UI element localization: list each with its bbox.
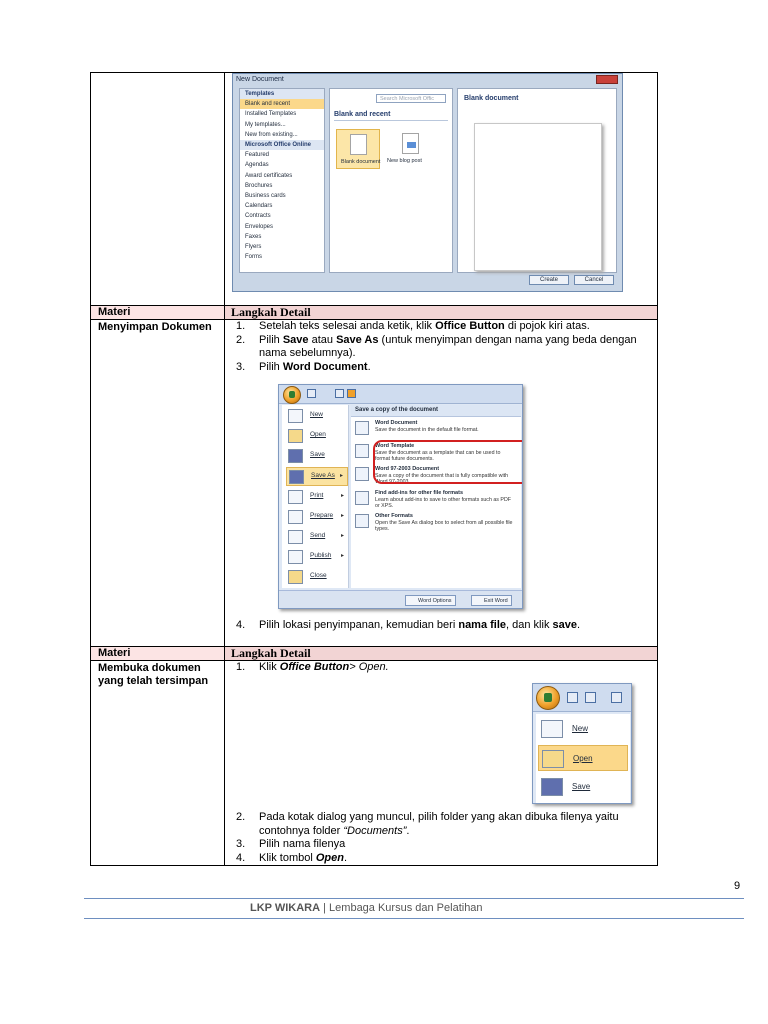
list-item: Agendas xyxy=(245,162,269,169)
quick-access-toolbar xyxy=(533,684,631,712)
step-item: 3. Pilih Word Document. xyxy=(236,360,371,373)
menu-footer xyxy=(279,590,522,609)
menu-item-close: Close xyxy=(286,568,348,587)
section-header-row xyxy=(91,647,657,660)
add-ins-icon xyxy=(355,491,369,505)
publish-icon xyxy=(288,550,303,564)
new-document-icon xyxy=(541,720,563,738)
new-document-dialog-image xyxy=(232,73,623,292)
step-item: 3. Pilih nama filenya xyxy=(236,838,346,850)
word-97-2003-icon xyxy=(355,467,369,481)
list-item: Envelopes xyxy=(245,223,274,230)
list-item: Calendars xyxy=(245,203,273,210)
folder-icon xyxy=(542,750,564,768)
step-item: 4. Pilih lokasi penyimpanan, kemudian beri nama file, dan klik save. xyxy=(236,619,581,631)
list-item: Templates xyxy=(240,89,324,99)
topic-label: Menyimpan Dokumen xyxy=(98,321,212,333)
word-document-icon xyxy=(355,421,369,435)
folder-icon xyxy=(288,429,303,443)
other-formats-icon xyxy=(355,514,369,528)
list-item: Microsoft Office Online xyxy=(240,140,324,150)
tile-label: New blog post xyxy=(387,158,422,164)
tile-label: Blank document xyxy=(341,159,381,165)
list-item: Flyers xyxy=(245,244,262,251)
list-item: My templates... xyxy=(245,121,286,128)
word-template-icon xyxy=(355,444,369,458)
menu-item-save: Save xyxy=(286,447,348,466)
document-icon xyxy=(350,134,367,155)
steps-list xyxy=(236,619,646,633)
menu-item-prepare: Prepare ▸ xyxy=(286,508,348,527)
menu-item-print: Print ▸ xyxy=(286,488,348,507)
step-item: 1. Klik Office Button> Open. xyxy=(236,661,389,673)
save-as-icon xyxy=(289,470,304,484)
open-menu-image xyxy=(532,683,632,804)
menu-item-new: New xyxy=(286,407,348,426)
save-icon xyxy=(307,389,316,398)
office-menu-commands xyxy=(536,714,630,803)
step-item: 2. Pilih Save atau Save As (untuk menyimpan dengan nama yang beda dengan nama sebelumnya). xyxy=(236,333,637,359)
steps-list xyxy=(236,661,646,675)
cancel-button: Cancel xyxy=(574,275,614,285)
create-button: Create xyxy=(529,275,569,285)
content-table xyxy=(90,72,658,866)
menu-item-open: Open xyxy=(286,427,348,446)
save-as-options: Save a copy of the document Word Document Save the document in the default file format. Word Template Save the document as a template that can be used to format future documents. Word 97-2003 Document Save a copy of the document that is fully compatible with Word 97-2003. Find add-ins for other file formats Learn about add-ins to save to other formats such as PDF or XPS. Other Formats Open the Save As dialog box to select from all possible file types. xyxy=(351,405,521,588)
template-gallery xyxy=(329,88,453,273)
save-icon xyxy=(567,692,578,703)
gallery-heading: Blank and recent xyxy=(334,111,448,121)
redo-icon xyxy=(611,692,622,703)
office-button-icon xyxy=(536,686,560,710)
blank-page-preview xyxy=(474,123,602,271)
options-heading: Save a copy of the document xyxy=(351,405,521,417)
menu-item-open: Open xyxy=(538,745,628,771)
quick-access-toolbar xyxy=(279,385,522,404)
step-item: 4. Klik tombol Open. xyxy=(236,851,348,864)
save-as-menu-image xyxy=(278,384,523,609)
footer-rule xyxy=(84,918,744,919)
footer-org-desc: | Lembaga Kursus dan Pelatihan xyxy=(320,902,483,914)
menu-item-send: Send ▸ xyxy=(286,528,348,547)
prepare-icon xyxy=(288,510,303,524)
list-item: Installed Templates xyxy=(245,111,297,118)
list-item: Business cards xyxy=(245,193,286,200)
list-item: Faxes xyxy=(245,233,262,240)
menu-item-save: Save xyxy=(538,774,628,800)
preview-heading: Blank document xyxy=(464,95,519,102)
page-number: 9 xyxy=(734,880,741,892)
blog-post-icon xyxy=(402,133,419,154)
search-field: Search Microsoft Offic xyxy=(376,94,446,103)
step-item: 2. Pada kotak dialog yang muncul, pilih folder yang akan dibuka filenya yaitu contohnya folder “Documents”. xyxy=(236,811,619,837)
list-item: Contracts xyxy=(245,213,271,220)
exit-word-button: Exit Word xyxy=(471,595,512,606)
toolbar-icon xyxy=(347,389,356,398)
office-button-icon xyxy=(283,386,301,404)
send-icon xyxy=(288,530,303,544)
footer-rule xyxy=(84,898,744,899)
list-item: Brochures xyxy=(245,182,273,189)
undo-icon xyxy=(585,692,596,703)
topic-label: Membuka dokumen yang telah tersimpan xyxy=(98,662,209,687)
blank-document-tile xyxy=(336,129,380,169)
footer-text xyxy=(250,902,483,914)
list-item: Featured xyxy=(245,152,270,159)
list-item: Blank and recent xyxy=(240,99,324,109)
print-icon xyxy=(288,490,303,504)
preview-pane xyxy=(457,88,617,273)
save-icon xyxy=(541,778,563,796)
template-list xyxy=(239,88,325,273)
office-menu-commands xyxy=(282,405,349,588)
close-icon xyxy=(596,75,618,84)
new-document-icon xyxy=(288,409,303,423)
langkah-detail-header: Langkah Detail xyxy=(231,646,311,660)
step-item: 1. Setelah teks selesai anda ketik, klik Office Button di pojok kiri atas. xyxy=(236,320,590,332)
steps-list xyxy=(236,811,646,865)
dialog-title: New Document xyxy=(236,76,284,83)
undo-icon xyxy=(335,389,344,398)
steps-list xyxy=(236,320,646,374)
materi-header: Materi xyxy=(98,306,131,318)
close-folder-icon xyxy=(288,570,303,584)
highlight-ring xyxy=(373,440,523,484)
materi-header: Materi xyxy=(98,647,131,659)
list-item: Award certificates xyxy=(245,172,293,179)
word-options-button: Word Options xyxy=(405,595,456,606)
section-header-row xyxy=(91,306,657,319)
column-divider xyxy=(224,73,225,865)
save-icon xyxy=(288,449,303,463)
langkah-detail-header: Langkah Detail xyxy=(231,305,311,319)
menu-item-save-as: Save As ▸ xyxy=(286,467,348,486)
footer-org: LKP WIKARA xyxy=(250,902,321,914)
menu-item-publish: Publish ▸ xyxy=(286,548,348,567)
list-item: New from existing... xyxy=(245,131,298,138)
list-item: Forms xyxy=(245,254,262,261)
menu-item-new: New xyxy=(538,716,628,742)
